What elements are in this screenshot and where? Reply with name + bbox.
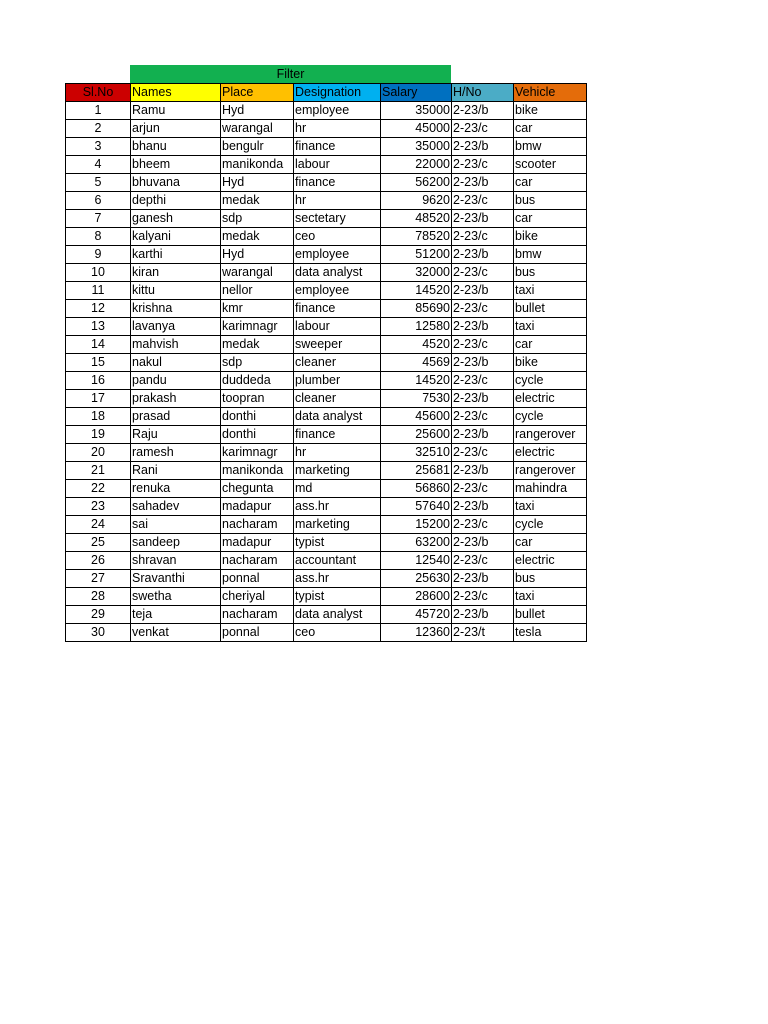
cell-salary[interactable]: 14520 (381, 282, 452, 300)
cell-salary[interactable]: 51200 (381, 246, 452, 264)
cell-designation[interactable]: typist (294, 588, 381, 606)
cell-place[interactable]: donthi (221, 408, 294, 426)
cell-salary[interactable]: 56860 (381, 480, 452, 498)
cell-slno[interactable]: 24 (66, 516, 131, 534)
cell-vehicle[interactable]: car (514, 120, 587, 138)
cell-slno[interactable]: 11 (66, 282, 131, 300)
cell-salary[interactable]: 56200 (381, 174, 452, 192)
cell-hno[interactable]: 2-23/c (452, 444, 514, 462)
cell-place[interactable]: manikonda (221, 462, 294, 480)
cell-slno[interactable]: 23 (66, 498, 131, 516)
cell-hno[interactable]: 2-23/c (452, 408, 514, 426)
table-row (66, 606, 587, 624)
cell-designation[interactable]: employee (294, 102, 381, 120)
table-row (66, 408, 587, 426)
cell-designation[interactable]: typist (294, 534, 381, 552)
cell-salary[interactable]: 25630 (381, 570, 452, 588)
cell-salary[interactable]: 4569 (381, 354, 452, 372)
table-row (66, 138, 587, 156)
cell-place[interactable]: medak (221, 228, 294, 246)
cell-designation[interactable]: plumber (294, 372, 381, 390)
cell-designation[interactable]: md (294, 480, 381, 498)
cell-vehicle[interactable]: car (514, 174, 587, 192)
cell-designation[interactable]: ceo (294, 624, 381, 642)
cell-salary[interactable]: 12580 (381, 318, 452, 336)
cell-designation[interactable]: labour (294, 318, 381, 336)
cell-vehicle[interactable]: car (514, 210, 587, 228)
table-row (66, 336, 587, 354)
cell-names[interactable]: renuka (131, 480, 221, 498)
cell-place[interactable]: ponnal (221, 624, 294, 642)
cell-hno[interactable]: 2-23/b (452, 498, 514, 516)
column-header-place[interactable]: Place (221, 84, 294, 102)
cell-vehicle[interactable]: bike (514, 102, 587, 120)
cell-vehicle[interactable]: tesla (514, 624, 587, 642)
cell-slno[interactable]: 8 (66, 228, 131, 246)
cell-salary[interactable]: 4520 (381, 336, 452, 354)
table-row (66, 516, 587, 534)
cell-slno[interactable]: 10 (66, 264, 131, 282)
cell-vehicle[interactable]: taxi (514, 318, 587, 336)
cell-hno[interactable]: 2-23/b (452, 174, 514, 192)
cell-place[interactable]: warangal (221, 264, 294, 282)
cell-slno[interactable]: 22 (66, 480, 131, 498)
cell-place[interactable]: sdp (221, 210, 294, 228)
cell-names[interactable]: venkat (131, 624, 221, 642)
cell-hno[interactable]: 2-23/b (452, 426, 514, 444)
cell-slno[interactable]: 21 (66, 462, 131, 480)
cell-vehicle[interactable]: taxi (514, 498, 587, 516)
cell-salary[interactable]: 25681 (381, 462, 452, 480)
cell-salary[interactable]: 85690 (381, 300, 452, 318)
cell-slno[interactable]: 5 (66, 174, 131, 192)
cell-hno[interactable]: 2-23/c (452, 120, 514, 138)
column-header-vehicle[interactable]: Vehicle (514, 84, 587, 102)
cell-place[interactable]: karimnagr (221, 318, 294, 336)
cell-names[interactable]: lavanya (131, 318, 221, 336)
cell-names[interactable]: depthi (131, 192, 221, 210)
cell-slno[interactable]: 29 (66, 606, 131, 624)
table-row (66, 624, 587, 642)
cell-place[interactable]: cheriyal (221, 588, 294, 606)
cell-slno[interactable]: 17 (66, 390, 131, 408)
cell-designation[interactable]: cleaner (294, 390, 381, 408)
filter-header: Filter (130, 65, 451, 83)
cell-hno[interactable]: 2-23/b (452, 354, 514, 372)
cell-place[interactable]: medak (221, 336, 294, 354)
cell-names[interactable]: Sravanthi (131, 570, 221, 588)
cell-salary[interactable]: 63200 (381, 534, 452, 552)
cell-slno[interactable]: 19 (66, 426, 131, 444)
cell-names[interactable]: sahadev (131, 498, 221, 516)
cell-vehicle[interactable]: car (514, 336, 587, 354)
table-row (66, 282, 587, 300)
cell-salary[interactable]: 28600 (381, 588, 452, 606)
cell-hno[interactable]: 2-23/t (452, 624, 514, 642)
cell-salary[interactable]: 12540 (381, 552, 452, 570)
table-row (66, 174, 587, 192)
cell-names[interactable]: kalyani (131, 228, 221, 246)
cell-designation[interactable]: hr (294, 120, 381, 138)
cell-designation[interactable]: employee (294, 282, 381, 300)
cell-designation[interactable]: finance (294, 138, 381, 156)
cell-slno[interactable]: 27 (66, 570, 131, 588)
cell-names[interactable]: Rani (131, 462, 221, 480)
cell-slno[interactable]: 12 (66, 300, 131, 318)
cell-slno[interactable]: 3 (66, 138, 131, 156)
cell-vehicle[interactable]: cycle (514, 516, 587, 534)
cell-place[interactable]: nellor (221, 282, 294, 300)
cell-place[interactable]: duddeda (221, 372, 294, 390)
table-row (66, 228, 587, 246)
cell-slno[interactable]: 20 (66, 444, 131, 462)
cell-designation[interactable]: sectetary (294, 210, 381, 228)
table-row (66, 318, 587, 336)
cell-slno[interactable]: 4 (66, 156, 131, 174)
cell-slno[interactable]: 15 (66, 354, 131, 372)
cell-designation[interactable]: data analyst (294, 408, 381, 426)
table-row (66, 354, 587, 372)
cell-place[interactable]: nacharam (221, 606, 294, 624)
cell-names[interactable]: Ramu (131, 102, 221, 120)
cell-place[interactable]: sdp (221, 354, 294, 372)
cell-hno[interactable]: 2-23/b (452, 282, 514, 300)
cell-salary[interactable]: 12360 (381, 624, 452, 642)
table-row (66, 534, 587, 552)
header-row (66, 84, 587, 102)
cell-place[interactable]: toopran (221, 390, 294, 408)
table-row (66, 588, 587, 606)
cell-slno[interactable]: 7 (66, 210, 131, 228)
cell-hno[interactable]: 2-23/c (452, 264, 514, 282)
cell-names[interactable]: krishna (131, 300, 221, 318)
cell-place[interactable]: warangal (221, 120, 294, 138)
cell-hno[interactable]: 2-23/b (452, 462, 514, 480)
cell-slno[interactable]: 16 (66, 372, 131, 390)
column-header-hno[interactable]: H/No (452, 84, 514, 102)
table-row (66, 210, 587, 228)
cell-hno[interactable]: 2-23/b (452, 606, 514, 624)
cell-slno[interactable]: 13 (66, 318, 131, 336)
cell-place[interactable]: Hyd (221, 246, 294, 264)
cell-names[interactable]: shravan (131, 552, 221, 570)
cell-designation[interactable]: marketing (294, 516, 381, 534)
cell-names[interactable]: nakul (131, 354, 221, 372)
cell-names[interactable]: karthi (131, 246, 221, 264)
cell-hno[interactable]: 2-23/b (452, 210, 514, 228)
cell-slno[interactable]: 14 (66, 336, 131, 354)
cell-salary[interactable]: 45000 (381, 120, 452, 138)
cell-names[interactable]: Raju (131, 426, 221, 444)
cell-place[interactable]: Hyd (221, 102, 294, 120)
table-row (66, 120, 587, 138)
cell-vehicle[interactable]: scooter (514, 156, 587, 174)
cell-vehicle[interactable]: bmw (514, 246, 587, 264)
cell-place[interactable]: bengulr (221, 138, 294, 156)
cell-place[interactable]: Hyd (221, 174, 294, 192)
table-row (66, 462, 587, 480)
table-row (66, 444, 587, 462)
cell-salary[interactable]: 32000 (381, 264, 452, 282)
cell-hno[interactable]: 2-23/b (452, 534, 514, 552)
cell-salary[interactable]: 48520 (381, 210, 452, 228)
cell-names[interactable]: sandeep (131, 534, 221, 552)
table-row (66, 192, 587, 210)
table-row (66, 156, 587, 174)
cell-slno[interactable]: 26 (66, 552, 131, 570)
table-row (66, 570, 587, 588)
cell-place[interactable]: kmr (221, 300, 294, 318)
cell-names[interactable]: mahvish (131, 336, 221, 354)
cell-names[interactable]: kittu (131, 282, 221, 300)
cell-salary[interactable]: 35000 (381, 138, 452, 156)
cell-slno[interactable]: 6 (66, 192, 131, 210)
cell-designation[interactable]: sweeper (294, 336, 381, 354)
cell-names[interactable]: sai (131, 516, 221, 534)
cell-designation[interactable]: ass.hr (294, 498, 381, 516)
cell-names[interactable]: bheem (131, 156, 221, 174)
table-row (66, 390, 587, 408)
cell-hno[interactable]: 2-23/b (452, 570, 514, 588)
cell-salary[interactable]: 45600 (381, 408, 452, 426)
cell-vehicle[interactable]: cycle (514, 408, 587, 426)
cell-designation[interactable]: finance (294, 174, 381, 192)
cell-place[interactable]: donthi (221, 426, 294, 444)
cell-place[interactable]: nacharam (221, 552, 294, 570)
cell-place[interactable]: ponnal (221, 570, 294, 588)
cell-designation[interactable]: ceo (294, 228, 381, 246)
table-row (66, 372, 587, 390)
cell-hno[interactable]: 2-23/b (452, 102, 514, 120)
cell-vehicle[interactable]: bullet (514, 606, 587, 624)
employee-table (65, 83, 587, 642)
cell-hno[interactable]: 2-23/b (452, 246, 514, 264)
cell-place[interactable]: karimnagr (221, 444, 294, 462)
cell-salary[interactable]: 78520 (381, 228, 452, 246)
cell-hno[interactable]: 2-23/c (452, 228, 514, 246)
table-row (66, 246, 587, 264)
cell-hno[interactable]: 2-23/c (452, 156, 514, 174)
cell-designation[interactable]: data analyst (294, 264, 381, 282)
cell-salary[interactable]: 15200 (381, 516, 452, 534)
cell-hno[interactable]: 2-23/c (452, 588, 514, 606)
cell-hno[interactable]: 2-23/c (452, 372, 514, 390)
cell-designation[interactable]: employee (294, 246, 381, 264)
cell-names[interactable]: prasad (131, 408, 221, 426)
cell-designation[interactable]: ass.hr (294, 570, 381, 588)
cell-place[interactable]: medak (221, 192, 294, 210)
cell-vehicle[interactable]: car (514, 534, 587, 552)
cell-place[interactable]: chegunta (221, 480, 294, 498)
cell-place[interactable]: manikonda (221, 156, 294, 174)
cell-designation[interactable]: data analyst (294, 606, 381, 624)
cell-salary[interactable]: 14520 (381, 372, 452, 390)
cell-slno[interactable]: 9 (66, 246, 131, 264)
table-row (66, 300, 587, 318)
cell-salary[interactable]: 22000 (381, 156, 452, 174)
cell-hno[interactable]: 2-23/c (452, 480, 514, 498)
cell-salary[interactable]: 57640 (381, 498, 452, 516)
cell-salary[interactable]: 9620 (381, 192, 452, 210)
cell-hno[interactable]: 2-23/b (452, 138, 514, 156)
cell-place[interactable]: madapur (221, 534, 294, 552)
cell-vehicle[interactable]: bus (514, 264, 587, 282)
cell-slno[interactable]: 18 (66, 408, 131, 426)
cell-hno[interactable]: 2-23/c (452, 192, 514, 210)
cell-salary[interactable]: 25600 (381, 426, 452, 444)
column-header-names[interactable]: Names (131, 84, 221, 102)
cell-names[interactable]: bhanu (131, 138, 221, 156)
cell-salary[interactable]: 45720 (381, 606, 452, 624)
cell-slno[interactable]: 30 (66, 624, 131, 642)
cell-designation[interactable]: hr (294, 192, 381, 210)
cell-vehicle[interactable]: mahindra (514, 480, 587, 498)
cell-hno[interactable]: 2-23/b (452, 390, 514, 408)
cell-vehicle[interactable]: taxi (514, 282, 587, 300)
cell-hno[interactable]: 2-23/b (452, 318, 514, 336)
cell-names[interactable]: arjun (131, 120, 221, 138)
table-row (66, 102, 587, 120)
cell-slno[interactable]: 2 (66, 120, 131, 138)
cell-slno[interactable]: 28 (66, 588, 131, 606)
cell-vehicle[interactable]: electric (514, 390, 587, 408)
cell-designation[interactable]: labour (294, 156, 381, 174)
cell-designation[interactable]: finance (294, 426, 381, 444)
cell-names[interactable]: ramesh (131, 444, 221, 462)
cell-names[interactable]: ganesh (131, 210, 221, 228)
cell-designation[interactable]: hr (294, 444, 381, 462)
cell-vehicle[interactable]: cycle (514, 372, 587, 390)
cell-vehicle[interactable]: rangerover (514, 462, 587, 480)
cell-place[interactable]: madapur (221, 498, 294, 516)
cell-names[interactable]: pandu (131, 372, 221, 390)
cell-hno[interactable]: 2-23/c (452, 300, 514, 318)
column-header-slno[interactable]: Sl.No (66, 84, 131, 102)
cell-vehicle[interactable]: rangerover (514, 426, 587, 444)
cell-hno[interactable]: 2-23/c (452, 516, 514, 534)
cell-designation[interactable]: finance (294, 300, 381, 318)
cell-slno[interactable]: 1 (66, 102, 131, 120)
cell-vehicle[interactable]: bus (514, 192, 587, 210)
cell-salary[interactable]: 7530 (381, 390, 452, 408)
cell-hno[interactable]: 2-23/c (452, 552, 514, 570)
cell-vehicle[interactable]: electric (514, 444, 587, 462)
table-row (66, 426, 587, 444)
column-header-designation[interactable]: Designation (294, 84, 381, 102)
cell-slno[interactable]: 25 (66, 534, 131, 552)
cell-designation[interactable]: accountant (294, 552, 381, 570)
cell-hno[interactable]: 2-23/c (452, 336, 514, 354)
cell-vehicle[interactable]: electric (514, 552, 587, 570)
cell-names[interactable]: bhuvana (131, 174, 221, 192)
cell-names[interactable]: teja (131, 606, 221, 624)
cell-salary[interactable]: 32510 (381, 444, 452, 462)
cell-vehicle[interactable]: bmw (514, 138, 587, 156)
cell-vehicle[interactable]: bullet (514, 300, 587, 318)
cell-vehicle[interactable]: taxi (514, 588, 587, 606)
cell-vehicle[interactable]: bike (514, 354, 587, 372)
cell-designation[interactable]: cleaner (294, 354, 381, 372)
table-row (66, 264, 587, 282)
cell-vehicle[interactable]: bike (514, 228, 587, 246)
cell-salary[interactable]: 35000 (381, 102, 452, 120)
cell-place[interactable]: nacharam (221, 516, 294, 534)
cell-designation[interactable]: marketing (294, 462, 381, 480)
cell-names[interactable]: swetha (131, 588, 221, 606)
table-row (66, 480, 587, 498)
cell-names[interactable]: prakash (131, 390, 221, 408)
column-header-salary[interactable]: Salary (381, 84, 452, 102)
cell-names[interactable]: kiran (131, 264, 221, 282)
table-row (66, 552, 587, 570)
cell-vehicle[interactable]: bus (514, 570, 587, 588)
table-row (66, 498, 587, 516)
table-body (66, 102, 587, 642)
